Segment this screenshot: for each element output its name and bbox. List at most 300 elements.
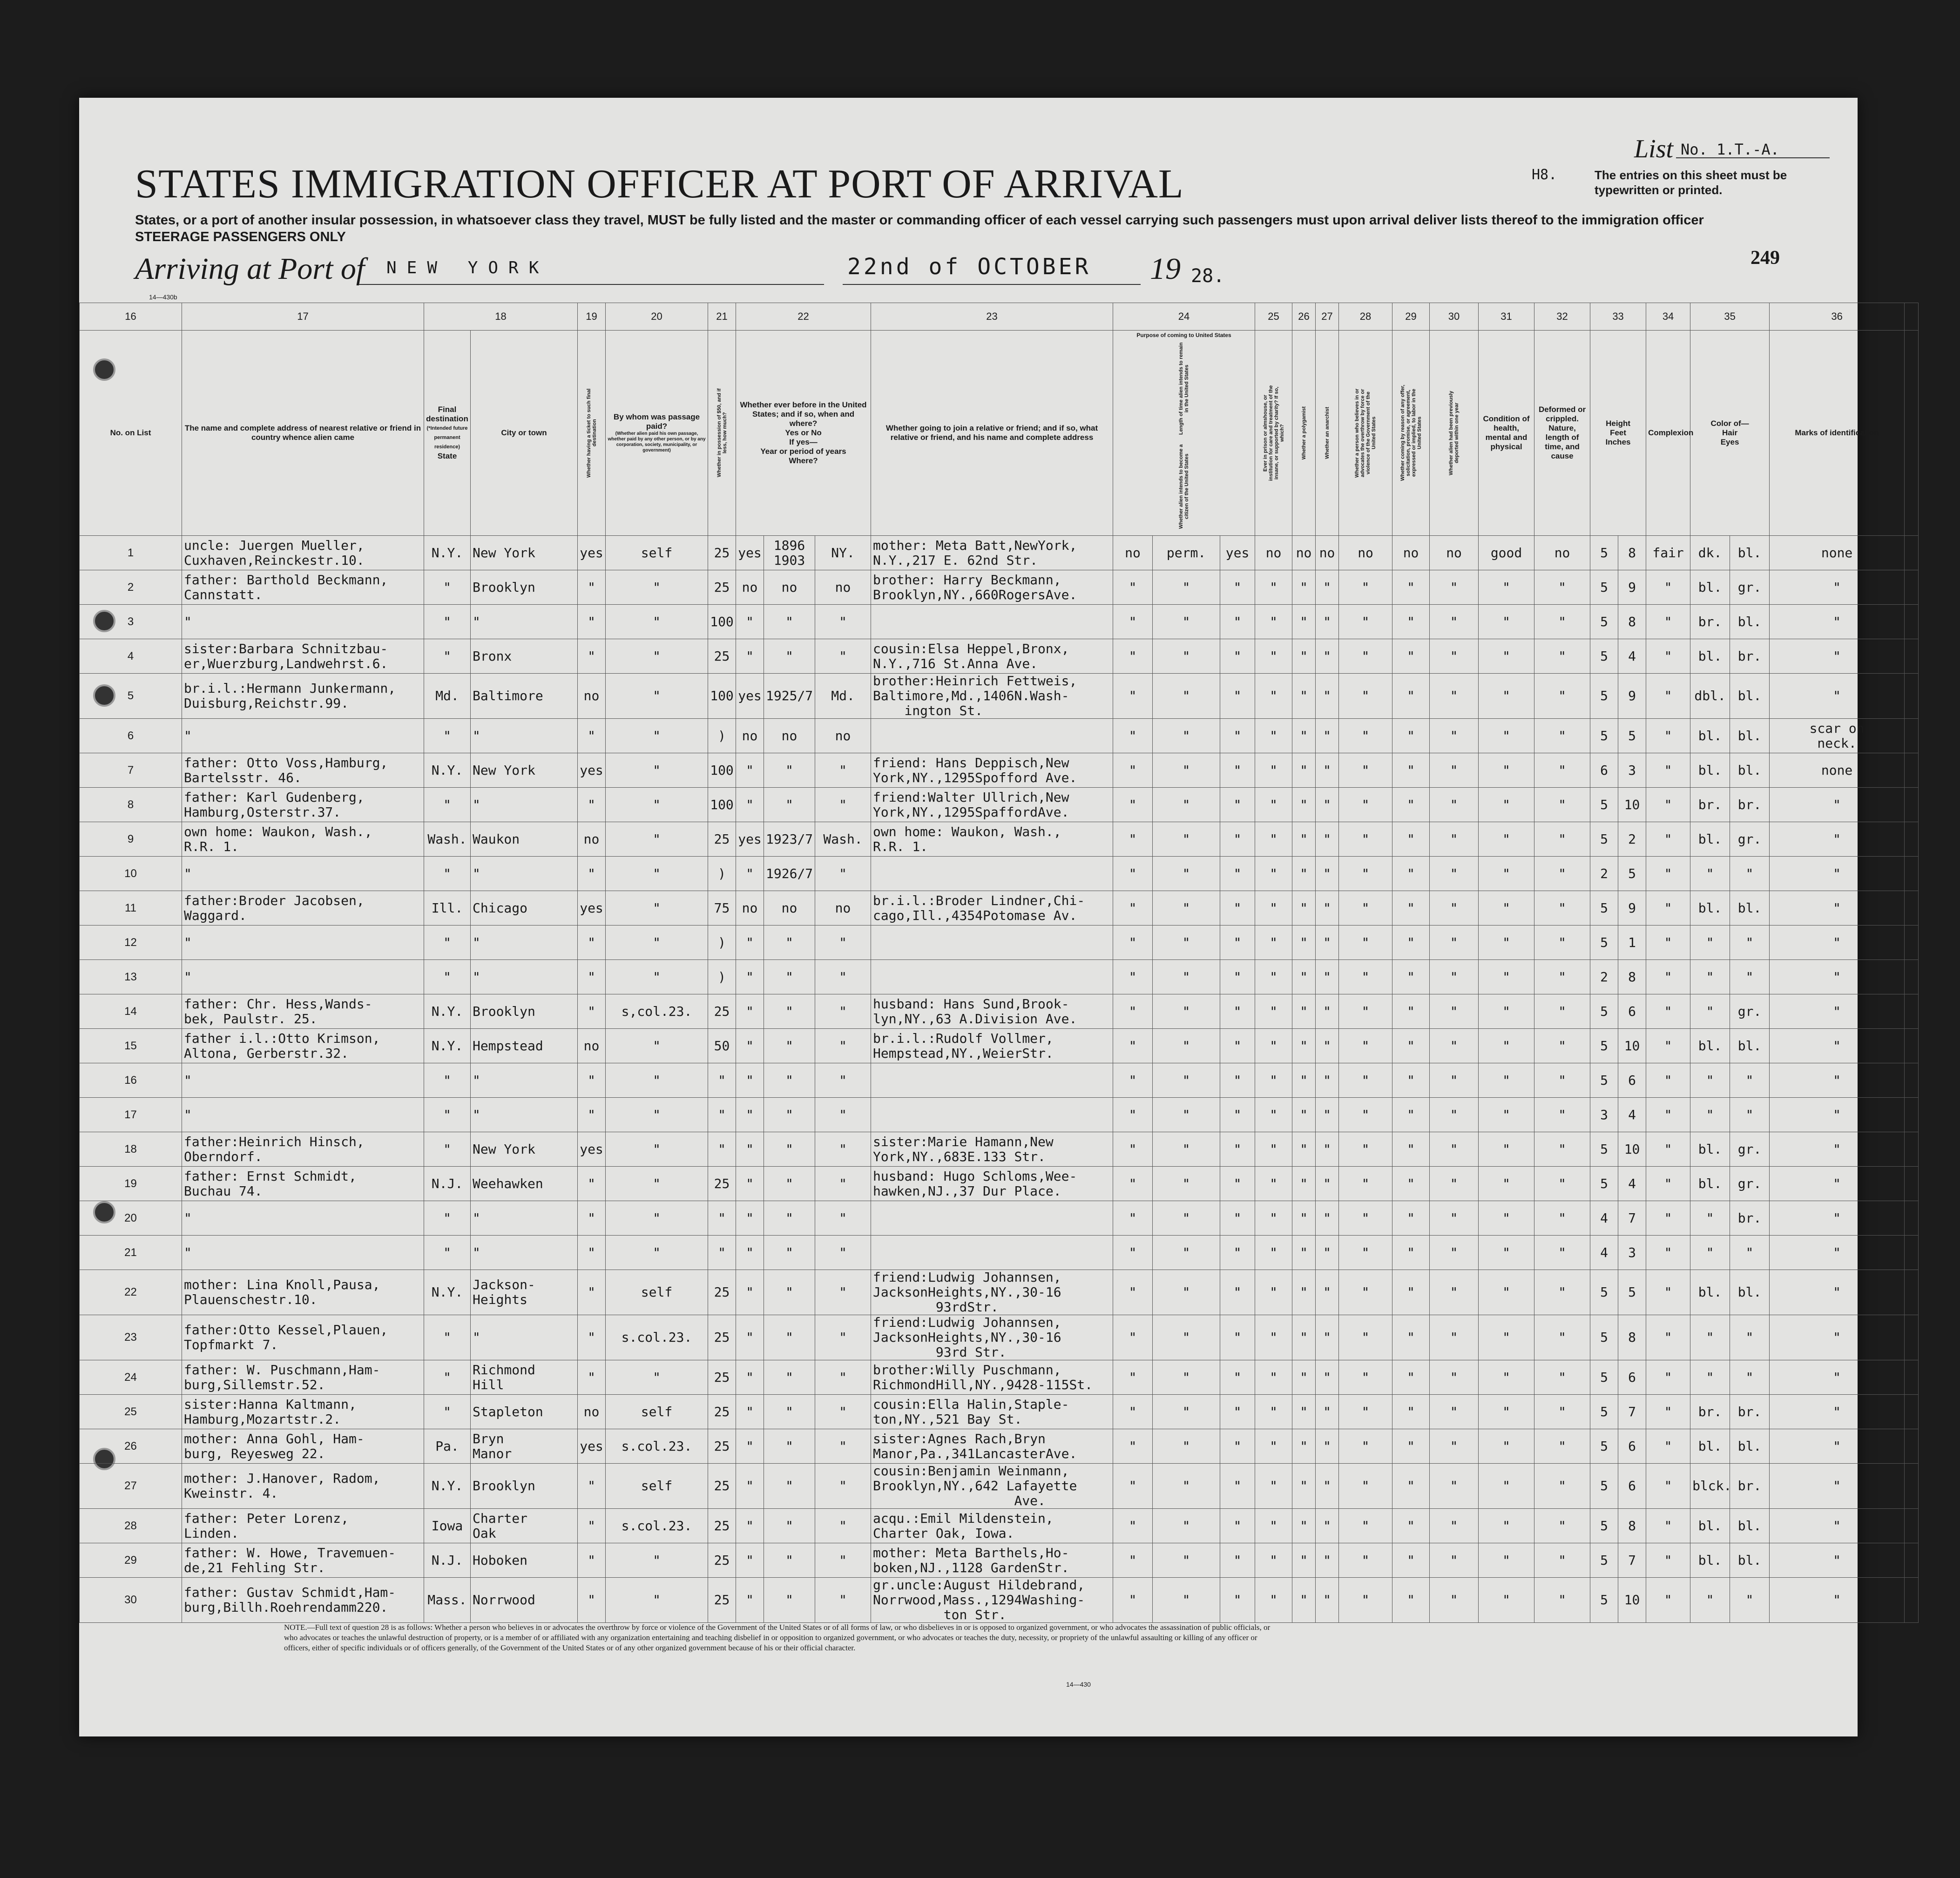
cell-c24c: "	[1220, 1270, 1255, 1315]
cell-marks: "	[1770, 925, 1905, 960]
cell-c29: "	[1392, 1429, 1430, 1464]
cell-complexion: "	[1646, 788, 1690, 822]
cell-deformed: "	[1534, 857, 1590, 891]
cell-hair: "	[1690, 925, 1730, 960]
cell-c26: no	[1292, 536, 1316, 570]
cell-c27: "	[1316, 719, 1339, 753]
cell-complexion: "	[1646, 1167, 1690, 1201]
cell-c26: "	[1292, 674, 1316, 719]
cell-city: Bronx	[471, 639, 578, 674]
cell-feet: 5	[1590, 605, 1618, 639]
cell-eyes: gr.	[1730, 1167, 1770, 1201]
cell-c28: "	[1339, 1167, 1392, 1201]
cell-c26: "	[1292, 1270, 1316, 1315]
cell-c24c: "	[1220, 605, 1255, 639]
cell-c26: "	[1292, 960, 1316, 994]
cell-marks: "	[1770, 1315, 1905, 1360]
cell-ticket: "	[578, 1543, 606, 1578]
cell-c29: "	[1392, 639, 1430, 674]
cell-c25: "	[1255, 1029, 1292, 1063]
column-number: 24	[1113, 303, 1255, 331]
column-number: 19	[578, 303, 606, 331]
cell-state: Mass.	[424, 1578, 471, 1623]
cell-join	[871, 1201, 1113, 1236]
cell-deformed: "	[1534, 891, 1590, 925]
manifest-sheet	[79, 98, 1879, 1736]
cell-money: 25	[708, 536, 736, 570]
cell-c24c: "	[1220, 1543, 1255, 1578]
cell-eyes: "	[1730, 1315, 1770, 1360]
cell-no: 29	[80, 1543, 182, 1578]
cell-inches: 4	[1618, 1167, 1646, 1201]
cell-c27: "	[1316, 1395, 1339, 1429]
cell-health: "	[1479, 925, 1534, 960]
cell-c27: "	[1316, 1132, 1339, 1167]
cell-no: 18	[80, 1132, 182, 1167]
cell-c28: "	[1339, 822, 1392, 857]
cell-c30: "	[1430, 925, 1479, 960]
header-color	[1690, 331, 1770, 536]
margin-cell	[1905, 570, 1919, 605]
cell-feet: 5	[1590, 570, 1618, 605]
cell-no: 22	[80, 1270, 182, 1315]
cell-c27: "	[1316, 1167, 1339, 1201]
cell-no: 10	[80, 857, 182, 891]
cell-no: 13	[80, 960, 182, 994]
margin-cell	[1905, 1395, 1919, 1429]
cell-c25: "	[1255, 605, 1292, 639]
cell-complexion: "	[1646, 1360, 1690, 1395]
header-complexion: Complexion	[1646, 331, 1690, 536]
cell-complexion: "	[1646, 822, 1690, 857]
cell-c29: "	[1392, 1063, 1430, 1098]
cell-c26: "	[1292, 857, 1316, 891]
cell-paid: s.col.23.	[606, 1315, 708, 1360]
cell-join: husband: Hans Sund,Brook- lyn,NY.,63 A.Division Ave.	[871, 994, 1113, 1029]
cell-no: 27	[80, 1464, 182, 1509]
table-row	[80, 719, 1919, 753]
cell-paid: "	[606, 822, 708, 857]
cell-money: 75	[708, 891, 736, 925]
cell-hair: "	[1690, 1578, 1730, 1623]
cell-city: Hempstead	[471, 1029, 578, 1063]
cell-relative: "	[182, 719, 424, 753]
cell-c26: "	[1292, 1429, 1316, 1464]
cell-c27: "	[1316, 639, 1339, 674]
cell-deformed: "	[1534, 1236, 1590, 1270]
cell-c25: "	[1255, 1315, 1292, 1360]
cell-c24a: "	[1113, 788, 1153, 822]
cell-c24b: "	[1153, 1029, 1220, 1063]
cell-feet: 5	[1590, 1464, 1618, 1509]
cell-eyes: bl.	[1730, 1543, 1770, 1578]
cell-relative: "	[182, 857, 424, 891]
cell-c30: "	[1430, 674, 1479, 719]
cell-year: 1923/7	[764, 822, 815, 857]
cell-c24a: "	[1113, 925, 1153, 960]
cell-ticket: no	[578, 1029, 606, 1063]
cell-state: N.J.	[424, 1167, 471, 1201]
cell-c29: "	[1392, 960, 1430, 994]
cell-no: 6	[80, 719, 182, 753]
cell-paid: "	[606, 1132, 708, 1167]
cell-c25: "	[1255, 1509, 1292, 1543]
cell-complexion: "	[1646, 639, 1690, 674]
cell-no: 14	[80, 994, 182, 1029]
cell-c28: "	[1339, 1132, 1392, 1167]
cell-feet: 4	[1590, 1201, 1618, 1236]
cell-where: "	[815, 1201, 871, 1236]
cell-year: 1926/7	[764, 857, 815, 891]
cell-join: cousin:Benjamin Weinmann, Brooklyn,NY.,642 Lafayette Ave.	[871, 1464, 1113, 1509]
cell-state: "	[424, 960, 471, 994]
column-number: 23	[871, 303, 1113, 331]
header-offer	[1392, 331, 1430, 536]
cell-c24b: "	[1153, 1360, 1220, 1395]
cell-hair: "	[1690, 1360, 1730, 1395]
cell-relative: "	[182, 1201, 424, 1236]
cell-relative: father: W. Howe, Travemuen- de,21 Fehling Str.	[182, 1543, 424, 1578]
cell-hair: bl.	[1690, 1029, 1730, 1063]
cell-c30: "	[1430, 753, 1479, 788]
cell-feet: 4	[1590, 1236, 1618, 1270]
table-row	[80, 994, 1919, 1029]
cell-c24c: "	[1220, 719, 1255, 753]
cell-where: Wash.	[815, 822, 871, 857]
cell-health: "	[1479, 960, 1534, 994]
cell-no: 30	[80, 1578, 182, 1623]
cell-health: "	[1479, 857, 1534, 891]
cell-c25: "	[1255, 788, 1292, 822]
cell-c24c: "	[1220, 857, 1255, 891]
column-number: 25	[1255, 303, 1292, 331]
cell-before: "	[736, 1132, 764, 1167]
cell-hair: "	[1690, 994, 1730, 1029]
cell-c24b: "	[1153, 1167, 1220, 1201]
cell-feet: 2	[1590, 857, 1618, 891]
cell-paid: "	[606, 1360, 708, 1395]
cell-c24b: "	[1153, 639, 1220, 674]
cell-deformed: "	[1534, 1098, 1590, 1132]
cell-c27: "	[1316, 1360, 1339, 1395]
cell-marks: "	[1770, 674, 1905, 719]
cell-inches: 10	[1618, 1029, 1646, 1063]
cell-c26: "	[1292, 788, 1316, 822]
cell-c25: "	[1255, 1429, 1292, 1464]
cell-hair: "	[1690, 1201, 1730, 1236]
arrival-year-prefix: 19	[1150, 252, 1181, 286]
cell-where: "	[815, 857, 871, 891]
form-title: STATES IMMIGRATION OFFICER AT PORT OF ARRIVAL	[135, 162, 1184, 207]
cell-year: "	[764, 753, 815, 788]
cell-c25: no	[1255, 536, 1292, 570]
cell-no: 5	[80, 674, 182, 719]
cell-c26: "	[1292, 1578, 1316, 1623]
cell-paid: "	[606, 1098, 708, 1132]
cell-c25: "	[1255, 1270, 1292, 1315]
arriving-label: Arriving at Port of	[135, 252, 365, 286]
cell-c29: "	[1392, 1543, 1430, 1578]
cell-c25: "	[1255, 719, 1292, 753]
cell-c24c: "	[1220, 674, 1255, 719]
cell-complexion: "	[1646, 1029, 1690, 1063]
cell-before: "	[736, 753, 764, 788]
cell-state: "	[424, 1201, 471, 1236]
cell-state: N.Y.	[424, 1270, 471, 1315]
cell-relative: father: Ernst Schmidt, Buchau 74.	[182, 1167, 424, 1201]
cell-state: N.Y.	[424, 1029, 471, 1063]
header-passage-label: By whom was passage paid?	[613, 412, 700, 431]
cell-money: 25	[708, 1315, 736, 1360]
cell-c27: "	[1316, 674, 1339, 719]
cell-complexion: "	[1646, 719, 1690, 753]
cell-feet: 5	[1590, 674, 1618, 719]
cell-c27: no	[1316, 536, 1339, 570]
cell-join	[871, 1063, 1113, 1098]
cell-c28: no	[1339, 536, 1392, 570]
column-number: 28	[1339, 303, 1392, 331]
cell-feet: 5	[1590, 891, 1618, 925]
cell-c24b: "	[1153, 1464, 1220, 1509]
cell-relative: father:Otto Kessel,Plauen, Topfmarkt 7.	[182, 1315, 424, 1360]
cell-ticket: "	[578, 1201, 606, 1236]
table-row	[80, 1543, 1919, 1578]
cell-c29: "	[1392, 1578, 1430, 1623]
cell-relative: "	[182, 1098, 424, 1132]
cell-feet: 3	[1590, 1098, 1618, 1132]
cell-city: "	[471, 857, 578, 891]
cell-complexion: "	[1646, 1315, 1690, 1360]
cell-c25: "	[1255, 1167, 1292, 1201]
header-ticket	[578, 331, 606, 536]
cell-c24a: "	[1113, 1578, 1153, 1623]
cell-c28: "	[1339, 570, 1392, 605]
cell-complexion: "	[1646, 1270, 1690, 1315]
header-feet: Feet	[1610, 428, 1627, 437]
cell-c27: "	[1316, 1543, 1339, 1578]
cell-relative: sister:Hanna Kaltmann, Hamburg,Mozartstr.2.	[182, 1395, 424, 1429]
table-row	[80, 891, 1919, 925]
cell-feet: 2	[1590, 960, 1618, 994]
cell-ticket: "	[578, 1315, 606, 1360]
header-money-label: Whether in possession of $50, and if less, how much?	[716, 388, 728, 478]
cell-feet: 6	[1590, 753, 1618, 788]
header-anarchist	[1316, 331, 1339, 536]
cell-no: 2	[80, 570, 182, 605]
cell-marks: "	[1770, 857, 1905, 891]
cell-c25: "	[1255, 994, 1292, 1029]
cell-where: no	[815, 719, 871, 753]
cell-c29: "	[1392, 753, 1430, 788]
cell-inches: 5	[1618, 719, 1646, 753]
cell-relative: own home: Waukon, Wash., R.R. 1.	[182, 822, 424, 857]
cell-where: NY.	[815, 536, 871, 570]
cell-state: "	[424, 1360, 471, 1395]
cell-c25: "	[1255, 570, 1292, 605]
cell-state: "	[424, 925, 471, 960]
cell-c24a: "	[1113, 1270, 1153, 1315]
cell-where: "	[815, 1236, 871, 1270]
cell-before: "	[736, 1167, 764, 1201]
cell-c27: "	[1316, 1509, 1339, 1543]
header-final-destination: Final destination	[426, 405, 468, 423]
margin-cell	[1905, 303, 1919, 331]
cell-join: husband: Hugo Schloms,Wee- hawken,NJ.,37 Dur Place.	[871, 1167, 1113, 1201]
cell-c30: "	[1430, 639, 1479, 674]
cell-c24c: "	[1220, 639, 1255, 674]
cell-join: acqu.:Emil Mildenstein, Charter Oak, Iowa.	[871, 1509, 1113, 1543]
cell-paid: self	[606, 1270, 708, 1315]
cell-c24c: "	[1220, 1132, 1255, 1167]
header-where: Where?	[789, 456, 818, 465]
cell-where: "	[815, 639, 871, 674]
cell-relative: father: Gustav Schmidt,Ham- burg,Billh.Roehrendamm220.	[182, 1578, 424, 1623]
cell-marks: none	[1770, 753, 1905, 788]
cell-c30: "	[1430, 1464, 1479, 1509]
cell-c28: "	[1339, 1270, 1392, 1315]
cell-c28: "	[1339, 994, 1392, 1029]
cell-c30: "	[1430, 891, 1479, 925]
cell-no: 28	[80, 1509, 182, 1543]
table-row	[80, 1201, 1919, 1236]
table-row	[80, 1315, 1919, 1360]
cell-where: "	[815, 994, 871, 1029]
header-relative: The name and complete address of nearest relative or friend in country whence alien came	[182, 331, 424, 536]
cell-inches: 5	[1618, 1270, 1646, 1315]
cell-eyes: "	[1730, 1236, 1770, 1270]
cell-marks: "	[1770, 1236, 1905, 1270]
cell-c30: "	[1430, 994, 1479, 1029]
cell-c25: "	[1255, 822, 1292, 857]
cell-c26: "	[1292, 1029, 1316, 1063]
cell-c24a: "	[1113, 753, 1153, 788]
table-row	[80, 674, 1919, 719]
cell-c26: "	[1292, 1509, 1316, 1543]
cell-c28: "	[1339, 1236, 1392, 1270]
cell-c28: "	[1339, 925, 1392, 960]
cell-inches: 6	[1618, 1360, 1646, 1395]
cell-hair: br.	[1690, 788, 1730, 822]
cell-where: no	[815, 570, 871, 605]
table-row	[80, 1509, 1919, 1543]
cell-c24c: "	[1220, 1167, 1255, 1201]
cell-marks: "	[1770, 605, 1905, 639]
cell-no: 1	[80, 536, 182, 570]
cell-money: 25	[708, 1270, 736, 1315]
cell-before: "	[736, 1201, 764, 1236]
cell-no: 20	[80, 1201, 182, 1236]
header-hair: Hair	[1722, 428, 1738, 437]
cell-year: "	[764, 1098, 815, 1132]
cell-c27: "	[1316, 822, 1339, 857]
cell-c24a: "	[1113, 1029, 1153, 1063]
cell-hair: blck.	[1690, 1464, 1730, 1509]
cell-health: "	[1479, 1167, 1534, 1201]
cell-money: )	[708, 960, 736, 994]
cell-hair: "	[1690, 1063, 1730, 1098]
table-row	[80, 639, 1919, 674]
cell-c28: "	[1339, 674, 1392, 719]
cell-c24c: "	[1220, 1098, 1255, 1132]
cell-c27: "	[1316, 1201, 1339, 1236]
column-number: 29	[1392, 303, 1430, 331]
cell-state: N.Y.	[424, 753, 471, 788]
cell-health: "	[1479, 994, 1534, 1029]
cell-c24b: "	[1153, 1098, 1220, 1132]
cell-marks: "	[1770, 1395, 1905, 1429]
cell-marks: "	[1770, 1543, 1905, 1578]
cell-c30: "	[1430, 822, 1479, 857]
header-inches: Inches	[1605, 438, 1631, 446]
cell-c29: "	[1392, 1315, 1430, 1360]
cell-before: "	[736, 1509, 764, 1543]
cell-state: N.Y.	[424, 1464, 471, 1509]
table-row	[80, 1063, 1919, 1098]
cell-deformed: "	[1534, 960, 1590, 994]
cell-no: 25	[80, 1395, 182, 1429]
cell-c26: "	[1292, 1236, 1316, 1270]
cell-no: 21	[80, 1236, 182, 1270]
cell-deformed: "	[1534, 1464, 1590, 1509]
cell-c26: "	[1292, 994, 1316, 1029]
cell-c29: "	[1392, 1029, 1430, 1063]
cell-before: "	[736, 1578, 764, 1623]
cell-no: 26	[80, 1429, 182, 1464]
table-row	[80, 753, 1919, 788]
cell-join	[871, 1236, 1113, 1270]
cell-join	[871, 605, 1113, 639]
cell-ticket: "	[578, 994, 606, 1029]
cell-hair: bl.	[1690, 639, 1730, 674]
margin-cell	[1905, 536, 1919, 570]
cell-hair: bl.	[1690, 891, 1730, 925]
cell-c25: "	[1255, 857, 1292, 891]
cell-join: mother: Meta Batt,NewYork, N.Y.,217 E. 62nd Str.	[871, 536, 1113, 570]
cell-state: "	[424, 857, 471, 891]
cell-money: )	[708, 925, 736, 960]
cell-c25: "	[1255, 1201, 1292, 1236]
cell-relative: mother: J.Hanover, Radom, Kweinstr. 4.	[182, 1464, 424, 1509]
cell-year: "	[764, 1543, 815, 1578]
cell-marks: "	[1770, 1270, 1905, 1315]
cell-c30: "	[1430, 719, 1479, 753]
cell-eyes: "	[1730, 1360, 1770, 1395]
cell-eyes: bl.	[1730, 605, 1770, 639]
column-number: 33	[1590, 303, 1646, 331]
cell-no: 24	[80, 1360, 182, 1395]
table-row	[80, 960, 1919, 994]
page-number: 249	[1750, 247, 1780, 269]
cell-money: "	[708, 1132, 736, 1167]
cell-inches: 2	[1618, 822, 1646, 857]
cell-paid: "	[606, 960, 708, 994]
cell-eyes: bl.	[1730, 891, 1770, 925]
cell-eyes: gr.	[1730, 570, 1770, 605]
cell-marks: "	[1770, 1509, 1905, 1543]
cell-deformed: "	[1534, 1509, 1590, 1543]
cell-c24c: "	[1220, 1395, 1255, 1429]
cell-inches: 3	[1618, 1236, 1646, 1270]
cell-feet: 5	[1590, 1063, 1618, 1098]
cell-year: "	[764, 788, 815, 822]
cell-relative: "	[182, 1236, 424, 1270]
cell-c28: "	[1339, 639, 1392, 674]
cell-before: "	[736, 639, 764, 674]
cell-deformed: "	[1534, 1270, 1590, 1315]
cell-join: brother:Willy Puschmann, RichmondHill,NY.,9428-115St.	[871, 1360, 1113, 1395]
cell-health: "	[1479, 753, 1534, 788]
cell-eyes: "	[1730, 960, 1770, 994]
